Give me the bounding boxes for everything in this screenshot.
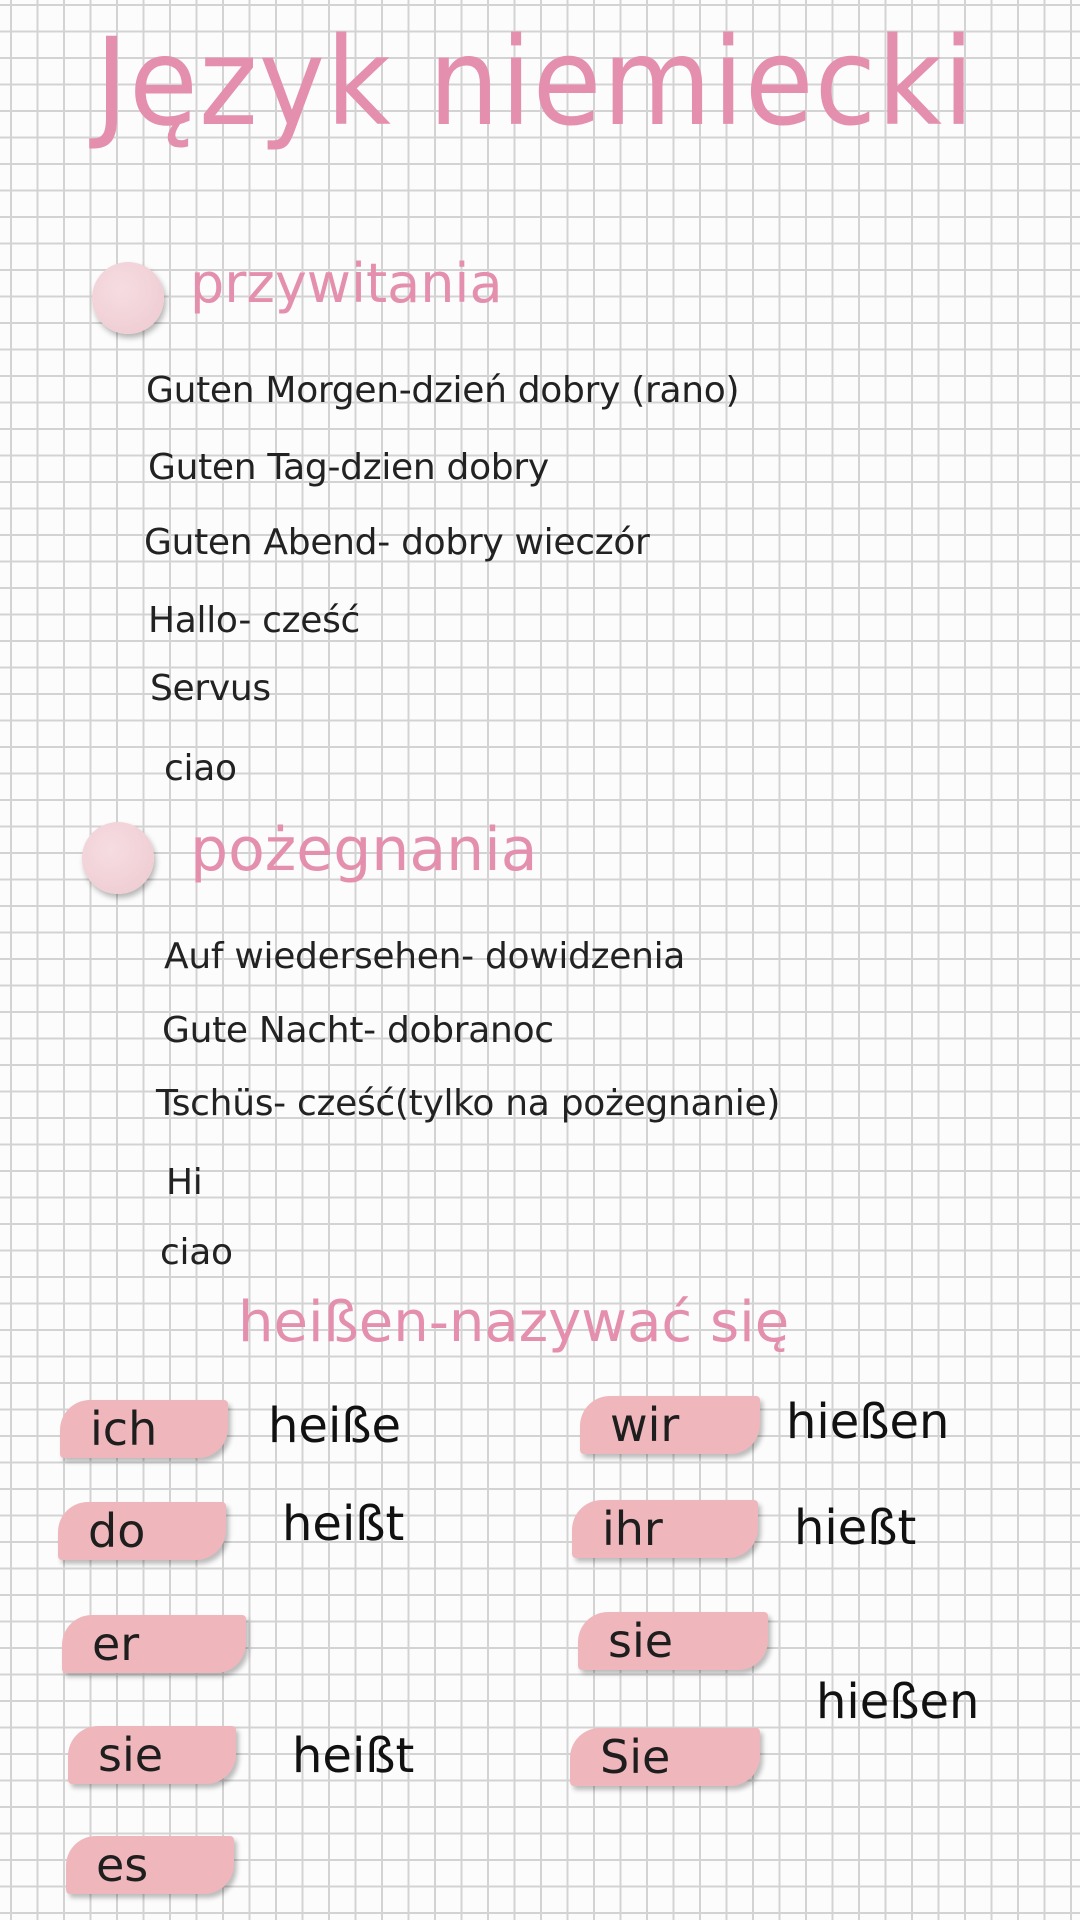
pronoun-tab-do — [58, 1502, 226, 1560]
farewell-item: Auf wiedersehen- dowidzenia — [164, 936, 686, 977]
farewell-item: Tschüs- cześć(tylko na pożegnanie) — [156, 1083, 781, 1124]
page-title: Język niemiecki — [95, 12, 976, 154]
verb-form-wir: hießen — [786, 1394, 950, 1450]
pronoun-label: sie — [98, 1728, 164, 1782]
pronoun-tab-Sie-formal — [570, 1728, 760, 1786]
verb-form-er-sie-es: heißt — [292, 1728, 415, 1784]
pronoun-tab-es — [66, 1836, 234, 1894]
farewell-item: Hi — [166, 1162, 203, 1203]
pronoun-label: sie — [608, 1614, 674, 1668]
pronoun-label: Sie — [600, 1730, 671, 1784]
pronoun-tab-er — [62, 1615, 246, 1673]
pronoun-label: do — [88, 1504, 146, 1558]
section-bullet-farewells — [82, 822, 154, 894]
pronoun-tab-sie — [68, 1726, 236, 1784]
verb-form-du: heißt — [282, 1496, 405, 1552]
pronoun-tab-ich — [60, 1400, 228, 1458]
greeting-item: Hallo- cześć — [148, 600, 361, 641]
greeting-item: Guten Abend- dobry wieczór — [144, 522, 650, 563]
verb-form-ich: heiße — [268, 1398, 402, 1454]
pronoun-label: ihr — [602, 1502, 663, 1556]
pronoun-tab-sie-plural — [578, 1612, 768, 1670]
pronoun-tab-wir — [580, 1396, 760, 1454]
pronoun-tab-ihr — [572, 1500, 758, 1558]
greeting-item: Servus — [150, 668, 271, 709]
greeting-item: ciao — [164, 748, 237, 789]
pronoun-label: wir — [610, 1398, 680, 1452]
greeting-item: Guten Tag-dzien dobry — [148, 447, 549, 488]
verb-form-sie-Sie: hießen — [816, 1674, 980, 1730]
conjugation-title: heißen-nazywać się — [238, 1290, 790, 1355]
section-heading-farewells: pożegnania — [190, 815, 538, 885]
farewell-item: ciao — [160, 1232, 233, 1273]
section-bullet-greetings — [92, 262, 164, 334]
greeting-item: Guten Morgen-dzień dobry (rano) — [146, 370, 740, 411]
farewell-item: Gute Nacht- dobranoc — [162, 1010, 554, 1051]
verb-form-ihr: hießt — [794, 1500, 917, 1556]
pronoun-label: es — [96, 1838, 149, 1892]
section-heading-greetings: przywitania — [190, 252, 503, 315]
pronoun-label: er — [92, 1617, 140, 1671]
pronoun-label: ich — [90, 1402, 158, 1456]
